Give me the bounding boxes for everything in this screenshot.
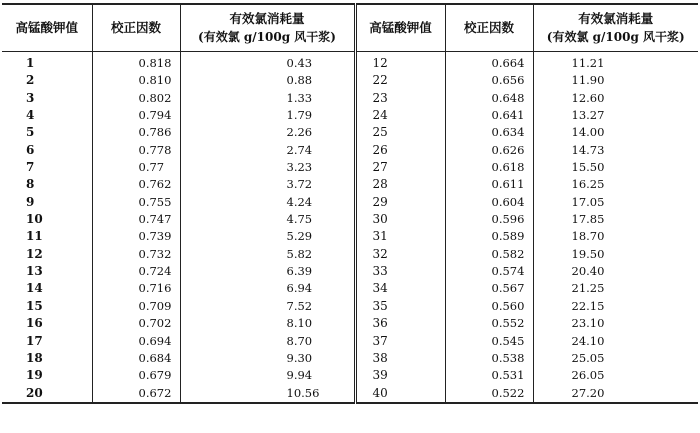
- correction-factor-cell: 0.77: [92, 159, 180, 176]
- correction-factor-cell: 0.702: [92, 315, 180, 332]
- kmno4-correction-table: [2, 3, 698, 404]
- chlorine-consumption-cell: 27.20: [533, 385, 698, 403]
- header-correction-factor: 校正因数: [92, 4, 180, 52]
- chlorine-consumption-cell: 11.90: [533, 72, 698, 89]
- kmno4-value-cell: 4: [26, 108, 35, 123]
- header-kmno4-value: 高锰酸钾值: [2, 4, 92, 52]
- chlorine-consumption-cell: 11.21: [533, 52, 698, 73]
- correction-factor-cell: 0.747: [92, 211, 180, 228]
- kmno4-value-cell: 26: [355, 142, 445, 159]
- header-chlorine-consumption-unit-2: (有效氯 g/100g 风干浆): [546, 30, 685, 44]
- chlorine-consumption-cell: 2.26: [180, 124, 355, 141]
- correction-factor-cell: 0.611: [445, 176, 533, 193]
- correction-factor-cell: 0.732: [92, 246, 180, 263]
- table-row: [2, 246, 698, 263]
- chlorine-consumption-cell: 8.70: [180, 333, 355, 350]
- chlorine-consumption-cell: 4.75: [180, 211, 355, 228]
- chlorine-consumption-cell: 4.24: [180, 194, 355, 211]
- correction-factor-cell: 0.664: [445, 52, 533, 73]
- correction-factor-cell: 0.739: [92, 228, 180, 245]
- correction-factor-cell: 0.755: [92, 194, 180, 211]
- kmno4-value-cell: 31: [355, 228, 445, 245]
- correction-factor-cell: 0.810: [92, 72, 180, 89]
- correction-factor-cell: 0.709: [92, 298, 180, 315]
- chlorine-consumption-cell: 7.52: [180, 298, 355, 315]
- correction-factor-cell: 0.786: [92, 124, 180, 141]
- kmno4-value-cell: 5: [26, 125, 35, 140]
- table-container: [2, 3, 698, 430]
- correction-factor-cell: 0.604: [445, 194, 533, 211]
- kmno4-value-cell: 22: [355, 72, 445, 89]
- correction-factor-cell: 0.522: [445, 385, 533, 403]
- kmno4-value-cell: 34: [355, 280, 445, 297]
- kmno4-value-cell: 23: [355, 90, 445, 107]
- table-row: [2, 298, 698, 315]
- chlorine-consumption-cell: 1.79: [180, 107, 355, 124]
- correction-factor-cell: 0.626: [445, 142, 533, 159]
- correction-factor-cell: 0.694: [92, 333, 180, 350]
- kmno4-value-cell: 12: [26, 246, 43, 261]
- correction-factor-cell: 0.762: [92, 176, 180, 193]
- kmno4-value-cell: 14: [26, 281, 43, 296]
- kmno4-value-cell: 39: [355, 367, 445, 384]
- table-row: [2, 176, 698, 193]
- chlorine-consumption-cell: 16.25: [533, 176, 698, 193]
- chlorine-consumption-cell: 5.82: [180, 246, 355, 263]
- table-row: [2, 142, 698, 159]
- correction-factor-cell: 0.574: [445, 263, 533, 280]
- table-row: [2, 350, 698, 367]
- kmno4-value-cell: 29: [355, 194, 445, 211]
- correction-factor-cell: 0.679: [92, 367, 180, 384]
- table-row: [2, 90, 698, 107]
- kmno4-value-cell: 19: [26, 368, 43, 383]
- chlorine-consumption-cell: 8.10: [180, 315, 355, 332]
- chlorine-consumption-cell: 6.94: [180, 280, 355, 297]
- correction-factor-cell: 0.589: [445, 228, 533, 245]
- kmno4-value-cell: 33: [355, 263, 445, 280]
- kmno4-value-cell: 3: [26, 90, 35, 105]
- chlorine-consumption-cell: 3.72: [180, 176, 355, 193]
- kmno4-value-cell: 30: [355, 211, 445, 228]
- correction-factor-cell: 0.618: [445, 159, 533, 176]
- correction-factor-cell: 0.794: [92, 107, 180, 124]
- header-chlorine-consumption-unit: (有效氯 g/100g 风干浆): [198, 30, 336, 44]
- table-row: [2, 280, 698, 297]
- correction-factor-cell: 0.684: [92, 350, 180, 367]
- kmno4-value-cell: 1: [26, 56, 35, 70]
- kmno4-value-cell: 15: [26, 298, 43, 313]
- chlorine-consumption-cell: 18.70: [533, 228, 698, 245]
- correction-factor-cell: 0.531: [445, 367, 533, 384]
- chlorine-consumption-cell: 17.85: [533, 211, 698, 228]
- table-row: [2, 52, 698, 73]
- header-chlorine-consumption: 有效氯消耗量 (有效氯 g/100g 风干浆): [180, 4, 355, 52]
- kmno4-value-cell: 35: [355, 298, 445, 315]
- chlorine-consumption-cell: 13.27: [533, 107, 698, 124]
- correction-factor-cell: 0.716: [92, 280, 180, 297]
- chlorine-consumption-cell: 22.15: [533, 298, 698, 315]
- chlorine-consumption-cell: 6.39: [180, 263, 355, 280]
- chlorine-consumption-cell: 2.74: [180, 142, 355, 159]
- kmno4-value-cell: 37: [355, 333, 445, 350]
- chlorine-consumption-cell: 12.60: [533, 90, 698, 107]
- correction-factor-cell: 0.567: [445, 280, 533, 297]
- chlorine-consumption-cell: 9.94: [180, 367, 355, 384]
- table-row: [2, 194, 698, 211]
- kmno4-value-cell: 10: [26, 212, 43, 227]
- header-kmno4-value-2: 高锰酸钾值: [355, 4, 445, 52]
- table-row: [2, 315, 698, 332]
- kmno4-value-cell: 36: [355, 315, 445, 332]
- correction-factor-cell: 0.672: [92, 385, 180, 403]
- correction-factor-cell: 0.656: [445, 72, 533, 89]
- table-row: [2, 263, 698, 280]
- correction-factor-cell: 0.596: [445, 211, 533, 228]
- table-row: [2, 333, 698, 350]
- chlorine-consumption-cell: 5.29: [180, 228, 355, 245]
- kmno4-value-cell: 40: [355, 385, 445, 403]
- chlorine-consumption-cell: 14.00: [533, 124, 698, 141]
- chlorine-consumption-cell: 1.33: [180, 90, 355, 107]
- correction-factor-cell: 0.634: [445, 124, 533, 141]
- kmno4-value-cell: 24: [355, 107, 445, 124]
- kmno4-value-cell: 16: [26, 316, 43, 331]
- table-row: [2, 124, 698, 141]
- correction-factor-cell: 0.802: [92, 90, 180, 107]
- chlorine-consumption-cell: 24.10: [533, 333, 698, 350]
- kmno4-value-cell: 12: [355, 52, 445, 73]
- correction-factor-cell: 0.648: [445, 90, 533, 107]
- correction-factor-cell: 0.552: [445, 315, 533, 332]
- chlorine-consumption-cell: 3.23: [180, 159, 355, 176]
- correction-factor-cell: 0.724: [92, 263, 180, 280]
- table-row: [2, 159, 698, 176]
- kmno4-value-cell: 11: [26, 229, 43, 244]
- correction-factor-cell: 0.778: [92, 142, 180, 159]
- chlorine-consumption-cell: 21.25: [533, 280, 698, 297]
- header-correction-factor-2: 校正因数: [445, 4, 533, 52]
- table-row: [2, 367, 698, 384]
- kmno4-value-cell: 7: [26, 160, 35, 175]
- header-row: [2, 4, 698, 52]
- kmno4-value-cell: 6: [26, 142, 35, 157]
- chlorine-consumption-cell: 25.05: [533, 350, 698, 367]
- correction-factor-cell: 0.582: [445, 246, 533, 263]
- correction-factor-cell: 0.560: [445, 298, 533, 315]
- chlorine-consumption-cell: 0.43: [180, 52, 355, 73]
- chlorine-consumption-cell: 17.05: [533, 194, 698, 211]
- kmno4-value-cell: 32: [355, 246, 445, 263]
- chlorine-consumption-cell: 14.73: [533, 142, 698, 159]
- kmno4-value-cell: 8: [26, 177, 35, 192]
- chlorine-consumption-cell: 9.30: [180, 350, 355, 367]
- kmno4-value-cell: 27: [355, 159, 445, 176]
- correction-factor-cell: 0.641: [445, 107, 533, 124]
- kmno4-value-cell: 17: [26, 333, 43, 348]
- chlorine-consumption-cell: 0.88: [180, 72, 355, 89]
- table-row: [2, 385, 698, 403]
- kmno4-value-cell: 2: [26, 73, 35, 88]
- correction-factor-cell: 0.545: [445, 333, 533, 350]
- table-row: [2, 107, 698, 124]
- correction-factor-cell: 0.818: [92, 52, 180, 73]
- table-row: [2, 72, 698, 89]
- chlorine-consumption-cell: 23.10: [533, 315, 698, 332]
- table-row: [2, 228, 698, 245]
- chlorine-consumption-cell: 20.40: [533, 263, 698, 280]
- chlorine-consumption-cell: 10.56: [180, 385, 355, 403]
- kmno4-value-cell: 13: [26, 264, 43, 279]
- kmno4-value-cell: 25: [355, 124, 445, 141]
- kmno4-value-cell: 9: [26, 194, 35, 209]
- kmno4-value-cell: 20: [2, 385, 92, 403]
- header-chlorine-consumption-2: 有效氯消耗量 (有效氯 g/100g 风干浆): [533, 4, 698, 52]
- chlorine-consumption-cell: 26.05: [533, 367, 698, 384]
- chlorine-consumption-cell: 19.50: [533, 246, 698, 263]
- table-row: [2, 211, 698, 228]
- kmno4-value-cell: 38: [355, 350, 445, 367]
- chlorine-consumption-cell: 15.50: [533, 159, 698, 176]
- kmno4-value-cell: 28: [355, 176, 445, 193]
- correction-factor-cell: 0.538: [445, 350, 533, 367]
- kmno4-value-cell: 18: [26, 350, 43, 365]
